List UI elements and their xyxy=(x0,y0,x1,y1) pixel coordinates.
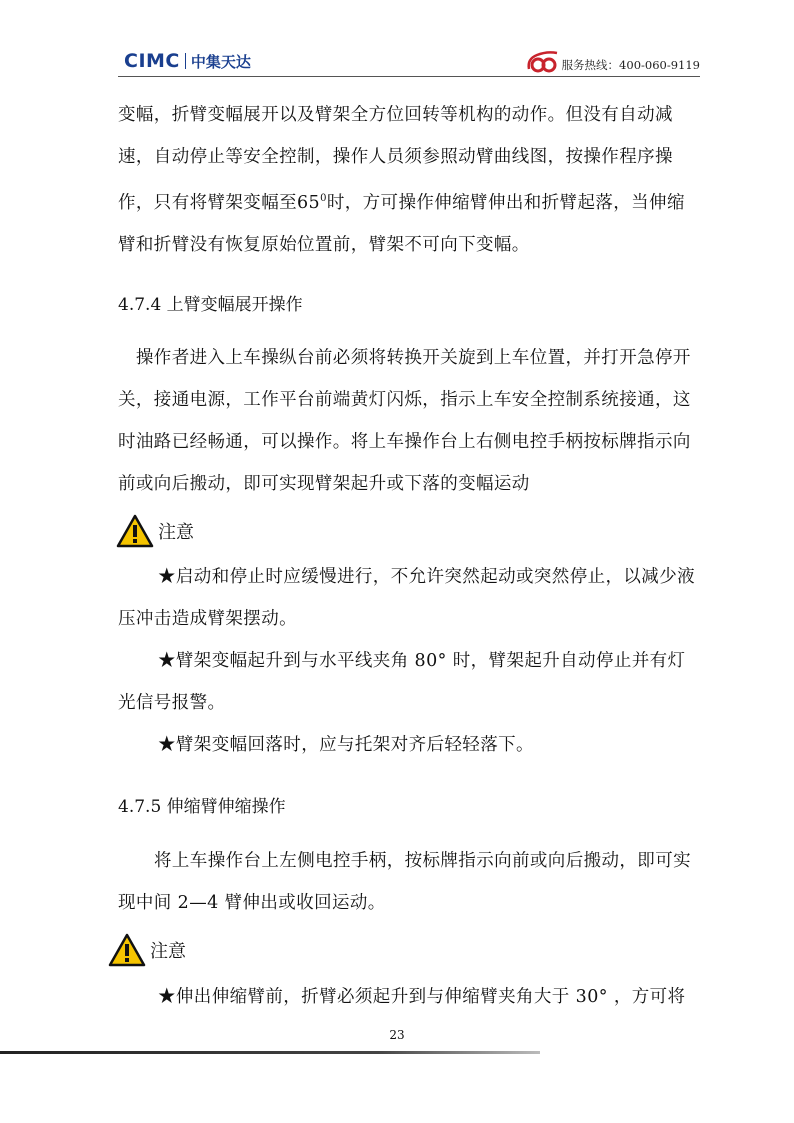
page-header xyxy=(118,44,700,76)
hotline-text: 服务热线：400-060-9119 xyxy=(561,58,700,72)
logo-separator xyxy=(185,53,186,69)
logo-text-cn: 中集天达 xyxy=(190,52,251,71)
header-divider xyxy=(118,76,700,77)
caution-item-lowering: ★臂架变幅回落时，应与托架对齐后轻轻落下。 xyxy=(158,735,534,755)
paragraph-telescopic: 将上车操作台上左侧电控手柄，按标牌指示向前或向后搬动，即可实现中间 2—4 臂伸出或收回运动。 xyxy=(118,851,691,913)
caution-note xyxy=(116,514,194,548)
caution-item-extend: ★伸出伸缩臂前，折臂必须起升到与伸缩臂夹角大于 30° ，方可将 xyxy=(158,987,686,1007)
logo-text-en: CIMC xyxy=(124,50,180,72)
caution-note-2 xyxy=(108,933,186,967)
caution-item-start-stop: ★启动和停止时应缓慢进行，不允许突然起动或突然停止，以减少液压冲击造成臂架摆动。 xyxy=(118,567,695,629)
section-heading-4-7-5: 4.7.5 伸缩臂伸缩操作 xyxy=(118,797,286,817)
footer-divider xyxy=(0,1051,540,1054)
page-number: 23 xyxy=(389,1028,405,1042)
paragraph-intro: 变幅，折臂变幅展开以及臂架全方位回转等机构的动作。但没有自动减速，自动停止等安全控制，操作人员须参照动臂曲线图，按操作程序操作，只有将臂架变幅至$65^0$时，方可操作伸缩臂伸出和折臂起落，当伸缩臂和折臂没有恢复原始位置前，臂架不可向下变幅。 xyxy=(118,105,685,255)
paragraph-boom-luffing: 操作者进入上车操纵台前必须将转换开关旋到上车位置，并打开急停开关，接通电源，工作平台前端黄灯闪烁，指示上车安全控制系统接通，这时油路已经畅通，可以操作。将上车操作台上右侧电控手柄按标牌指示向前或向后搬动，即可实现臂架起升或下落的变幅运动 xyxy=(118,348,691,494)
caution-label: 注意 xyxy=(158,522,194,543)
caution-item-80-degree: ★臂架变幅起升到与水平线夹角 80° 时，臂架起升自动停止并有灯光信号报警。 xyxy=(118,651,686,713)
section-heading-4-7-4: 4.7.4 上臂变幅展开操作 xyxy=(118,295,303,315)
hotline-logo-icon xyxy=(525,49,559,75)
warning-icon xyxy=(116,514,154,548)
caution-label-2: 注意 xyxy=(150,941,186,962)
warning-icon xyxy=(108,933,146,967)
cimc-logo xyxy=(124,50,251,72)
service-hotline xyxy=(525,49,700,75)
